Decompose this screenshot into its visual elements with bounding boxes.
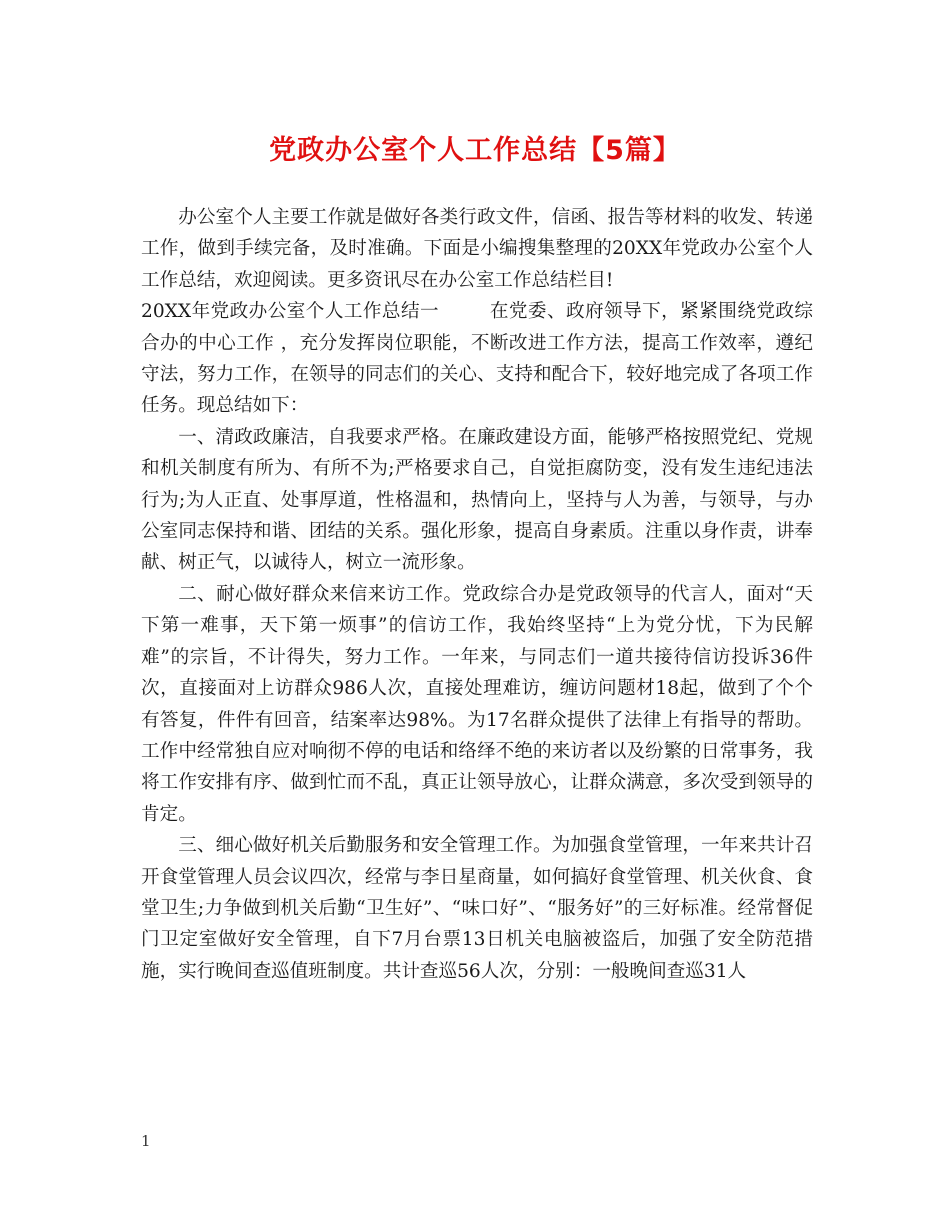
heading-gap <box>439 301 490 322</box>
section1-heading: 20XX年党政办公室个人工作总结一 <box>141 301 440 323</box>
point1-paragraph: 一、清政政廉洁，自我要求严格。在廉政建设方面，能够严格按照党纪、党规和机关制度有所为、有所不为;严格要求自己，自觉拒腐防变，没有发生违纪违法行为;为人正直、处事厚道，性格温和，热情向上，坚持与人为善，与领导，与办公室同志保持和谐、团结的关系。强化形象，提高自身素质。注重以身作责，讲奉献、树正气，以诚待人，树立一流形象。 <box>141 426 813 574</box>
page-number: 1 <box>141 1132 151 1150</box>
section1-body: 在党委、政府领导下，紧紧围绕党政综合办的中心工作 ，充分发挥岗位职能，不断改进工作方法，提高工作效率，遵纪守法，努力工作，在领导的同志们的关心、支持和配合下，较好地完成了各项工作任务。现总结如下： <box>141 301 813 417</box>
point2-paragraph: 二、耐心做好群众来信来访工作。党政综合办是党政领导的代言人，面对“天下第一难事，天下第一烦事”的信访工作，我始终坚持“上为党分忧，下为民解难”的宗旨，不计得失，努力工作。一年来，与同志们一道共接待信访投诉36件次，直接面对上访群众986人次，直接处理难访，缠访问题材18起，做到了个个有答复，件件有回音，结案率达98%。为17名群众提供了法律上有指导的帮助。工作中经常独自应对响彻不停的电话和络绎不绝的来访者以及纷繁的日常事务，我将工作安排有序、做到忙而不乱，真正让领导放心，让群众满意，多次受到领导的肯定。 <box>141 583 813 825</box>
document-body <box>141 202 813 987</box>
intro-paragraph: 办公室个人主要工作就是做好各类行政文件，信函、报告等材料的收发、转递工作，做到手续完备，及时准确。下面是小编搜集整理的20XX年党政办公室个人工作总结，欢迎阅读。更多资讯尽在办公室工作总结栏目! <box>141 207 813 291</box>
point3-paragraph: 三、细心做好机关后勤服务和安全管理工作。为加强食堂管理，一年来共计召开食堂管理人员会议四次，经常与李日星商量，如何搞好食堂管理、机关伙食、食堂卫生;力争做到机关后勤“卫生好”、“味口好”、“服务好”的三好标准。经常督促门卫定室做好安全管理，自下7月台票13日机关电脑被盗后，加强了安全防范措施，实行晚间查巡值班制度。共计查巡56人次，分别：一般晚间查巡31人 <box>141 835 813 982</box>
section1-paragraph <box>141 296 813 422</box>
document-title: 党政办公室个人工作总结【5篇】 <box>269 135 681 166</box>
